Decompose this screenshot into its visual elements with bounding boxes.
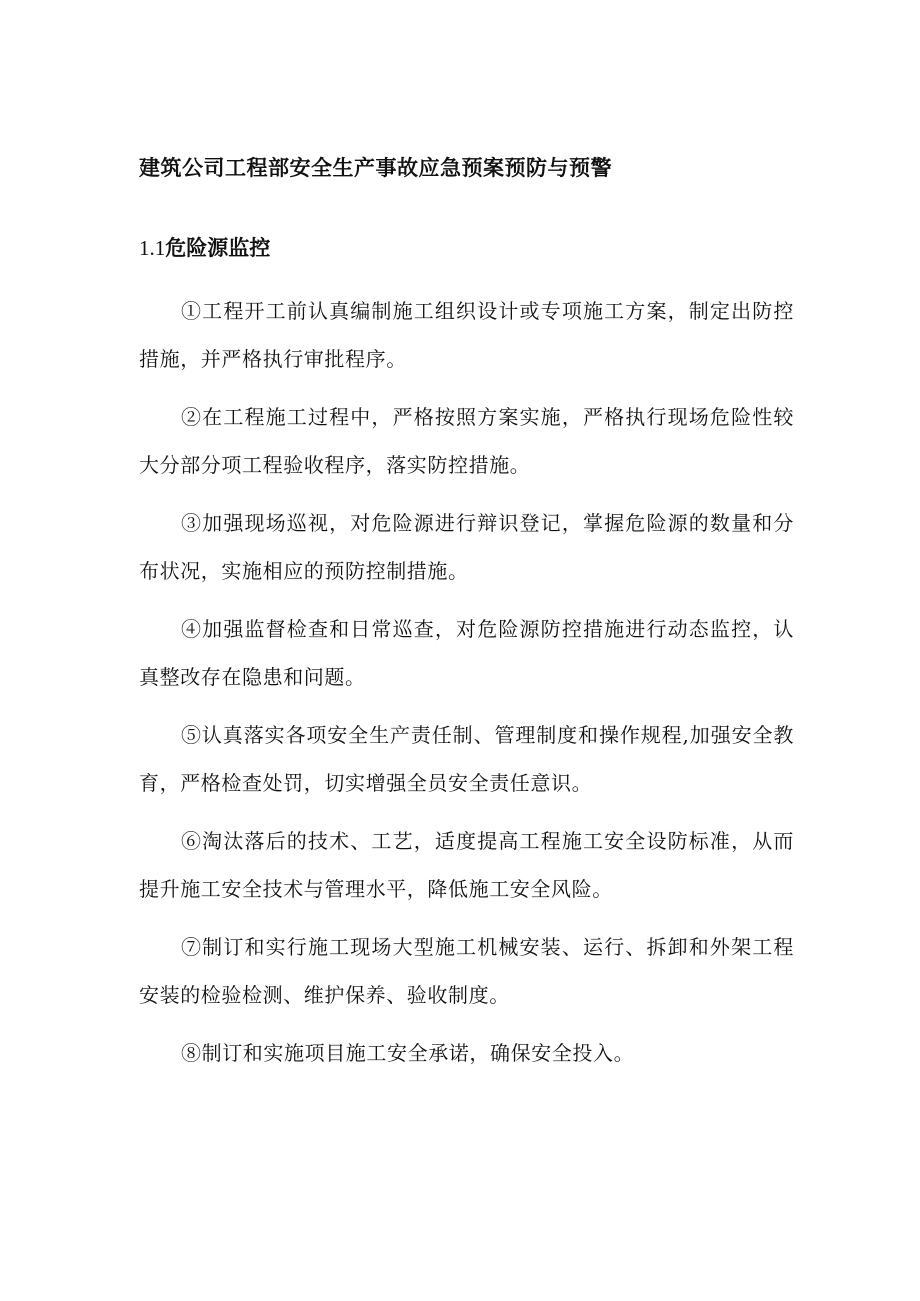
- section-heading-text: 危险源监控: [165, 236, 271, 260]
- section-number: 1.1: [139, 236, 166, 260]
- section-body: [139, 287, 794, 1087]
- paragraph: ③加强现场巡视，对危险源进行辩识登记，掌握危险源的数量和分布状况，实施相应的预防控制措施。: [139, 511, 794, 583]
- paragraph: ⑤认真落实各项安全生产责任制、管理制度和操作规程,加强安全教育，严格检查处罚，切实增强全员安全责任意识。: [139, 723, 794, 795]
- paragraph: ⑥淘汰落后的技术、工艺，适度提高工程施工安全设防标准，从而提升施工安全技术与管理水平，降低施工安全风险。: [139, 829, 794, 901]
- paragraph: ①工程开工前认真编制施工组织设计或专项施工方案，制定出防控措施，并严格执行审批程序。: [139, 299, 794, 371]
- document-title: 建筑公司工程部安全生产事故应急预案预防与预警: [139, 156, 612, 180]
- section-heading: [139, 230, 799, 266]
- paragraph: ⑧制订和实施项目施工安全承诺，确保安全投入。: [181, 1041, 635, 1065]
- paragraph: ④加强监督检查和日常巡查，对危险源防控措施进行动态监控，认真整改存在隐患和问题。: [139, 617, 794, 689]
- paragraph: ⑦制订和实行施工现场大型施工机械安装、运行、拆卸和外架工程安装的检验检测、维护保养、验收制度。: [139, 935, 794, 1007]
- paragraph: ②在工程施工过程中，严格按照方案实施，严格执行现场危险性较大分部分项工程验收程序，落实防控措施。: [139, 405, 794, 477]
